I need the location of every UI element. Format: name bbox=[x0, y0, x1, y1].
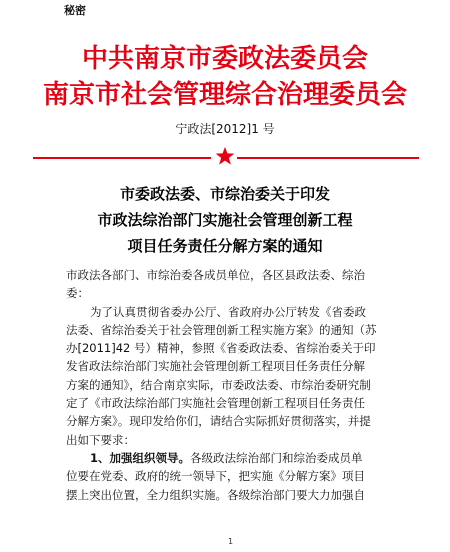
body-line: 分解方案》。现印发给你们，请结合实际抓好贯彻落实，并提 bbox=[66, 414, 371, 429]
red-star-icon bbox=[214, 145, 236, 167]
secret-label: 秘密 bbox=[64, 4, 86, 17]
notice-title-line2: 市政法综治部门实施社会管理创新工程 bbox=[97, 211, 353, 229]
notice-title-line3: 项目任务责任分解方案的通知 bbox=[127, 237, 323, 255]
body-line: 位要在党委、政府的统一领导下，把实施《分解方案》项目 bbox=[66, 469, 365, 484]
body-line: 发省政法综治部门实施社会管理创新工程项目任务责任分解 bbox=[66, 359, 365, 374]
org-name-line2: 南京市社会管理综合治理委员会 bbox=[42, 80, 407, 110]
notice-title-line1: 市委政法委、市综治委关于印发 bbox=[119, 185, 330, 203]
body-line: 摆上突出位置，全力组织实施。各级综治部门要大力加强自 bbox=[66, 487, 365, 502]
body-line: 方案的通知》，结合南京实际，市委政法委、市综治委研究制 bbox=[66, 377, 371, 392]
red-rule-left bbox=[33, 157, 211, 159]
body-line: 出如下要求： bbox=[66, 432, 135, 447]
point1-heading: 1、加强组织领导。 bbox=[90, 450, 191, 465]
page-number: 1 bbox=[228, 537, 234, 546]
body-line: 法委、省综治委关于社会管理创新工程实施方案》的通知（苏 bbox=[66, 322, 377, 337]
body-line: 市政法各部门、市综治委各成员单位，各区县政法委、综治 bbox=[66, 268, 365, 282]
body-line: 办[2011]42 号）精神，参照《省委政法委、省综治委关于印 bbox=[66, 341, 376, 356]
body-line: 定了《市政法综治部门实施社会管理创新工程项目任务责任 bbox=[66, 396, 365, 411]
body-line: 为了认真贯彻省委办公厅、省政府办公厅转发《省委政 bbox=[90, 304, 366, 319]
point1-line bbox=[66, 449, 384, 467]
red-rule-right bbox=[237, 157, 419, 159]
org-name-line1: 中共南京市委政法委员会 bbox=[81, 44, 368, 74]
document-number: 宁政法[2012]1 号 bbox=[175, 122, 275, 136]
body-line: 委： bbox=[66, 286, 89, 301]
notice-body bbox=[66, 266, 384, 504]
point1-first-text: 各级政法综治部门和综治委成员单 bbox=[190, 450, 363, 465]
